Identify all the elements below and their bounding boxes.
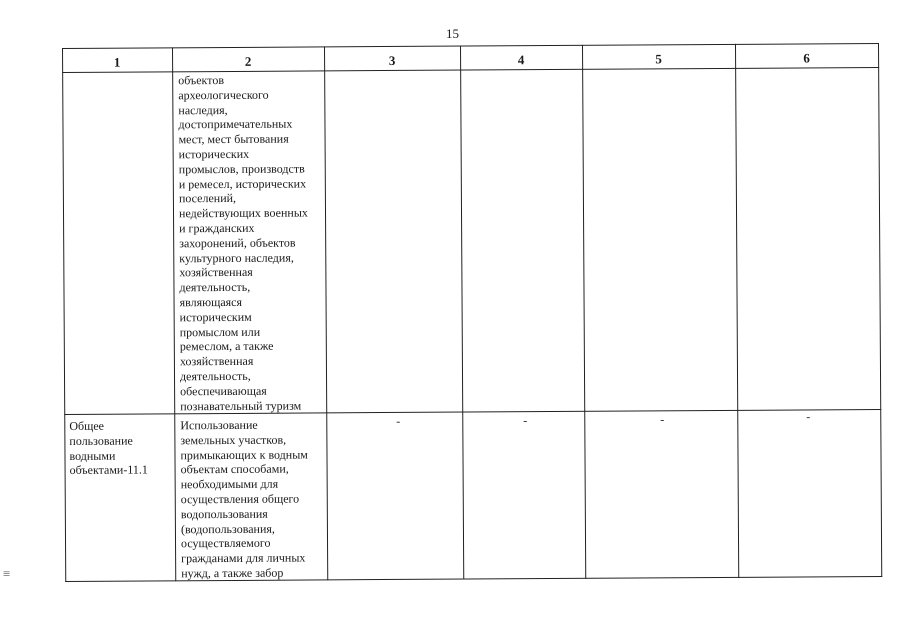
column-border xyxy=(172,47,176,581)
row-2-col-6-value: - xyxy=(806,409,811,424)
zoning-table xyxy=(62,43,882,582)
table-top-border xyxy=(62,43,879,49)
column-border xyxy=(62,48,66,582)
page-number: 15 xyxy=(446,26,459,41)
row-2-use-type: Общее пользование водными объектами-11.1 xyxy=(69,418,148,478)
row-2-col-5-value: - xyxy=(660,412,665,427)
column-border xyxy=(878,43,882,577)
header-col-1: 1 xyxy=(113,54,121,70)
header-col-4: 4 xyxy=(517,52,525,68)
row-1-description: объектов археологического наследия, достопримечательных мест, мест бытования исторических промыслов, производств и ремесел, исторических поселений, недействующих военных и гражданских захоронений, объектов культурного наследия, хозяйственная деятельность, являющаяся историческим промыслом или ремеслом, а также хозяйственная деятельность, обеспечивающая познавательный туризм xyxy=(178,73,308,413)
column-border xyxy=(735,44,739,578)
margin-mark: ≡ xyxy=(3,566,11,581)
column-border xyxy=(460,46,464,580)
row-2-col-3-value: - xyxy=(396,413,401,428)
row-2-col-4-value: - xyxy=(523,413,528,428)
header-col-3: 3 xyxy=(388,52,396,69)
row-2-description: Использование земельных участков, примыкающих к водным объектам способами, необходимыми для осуществления общего водопользования (водопользования, осуществляемого гражданами для личных нужд, а также забор xyxy=(180,417,308,581)
column-border xyxy=(582,45,586,579)
header-col-5: 5 xyxy=(655,51,662,67)
header-col-6: 6 xyxy=(803,50,810,66)
header-col-2: 2 xyxy=(244,53,252,69)
